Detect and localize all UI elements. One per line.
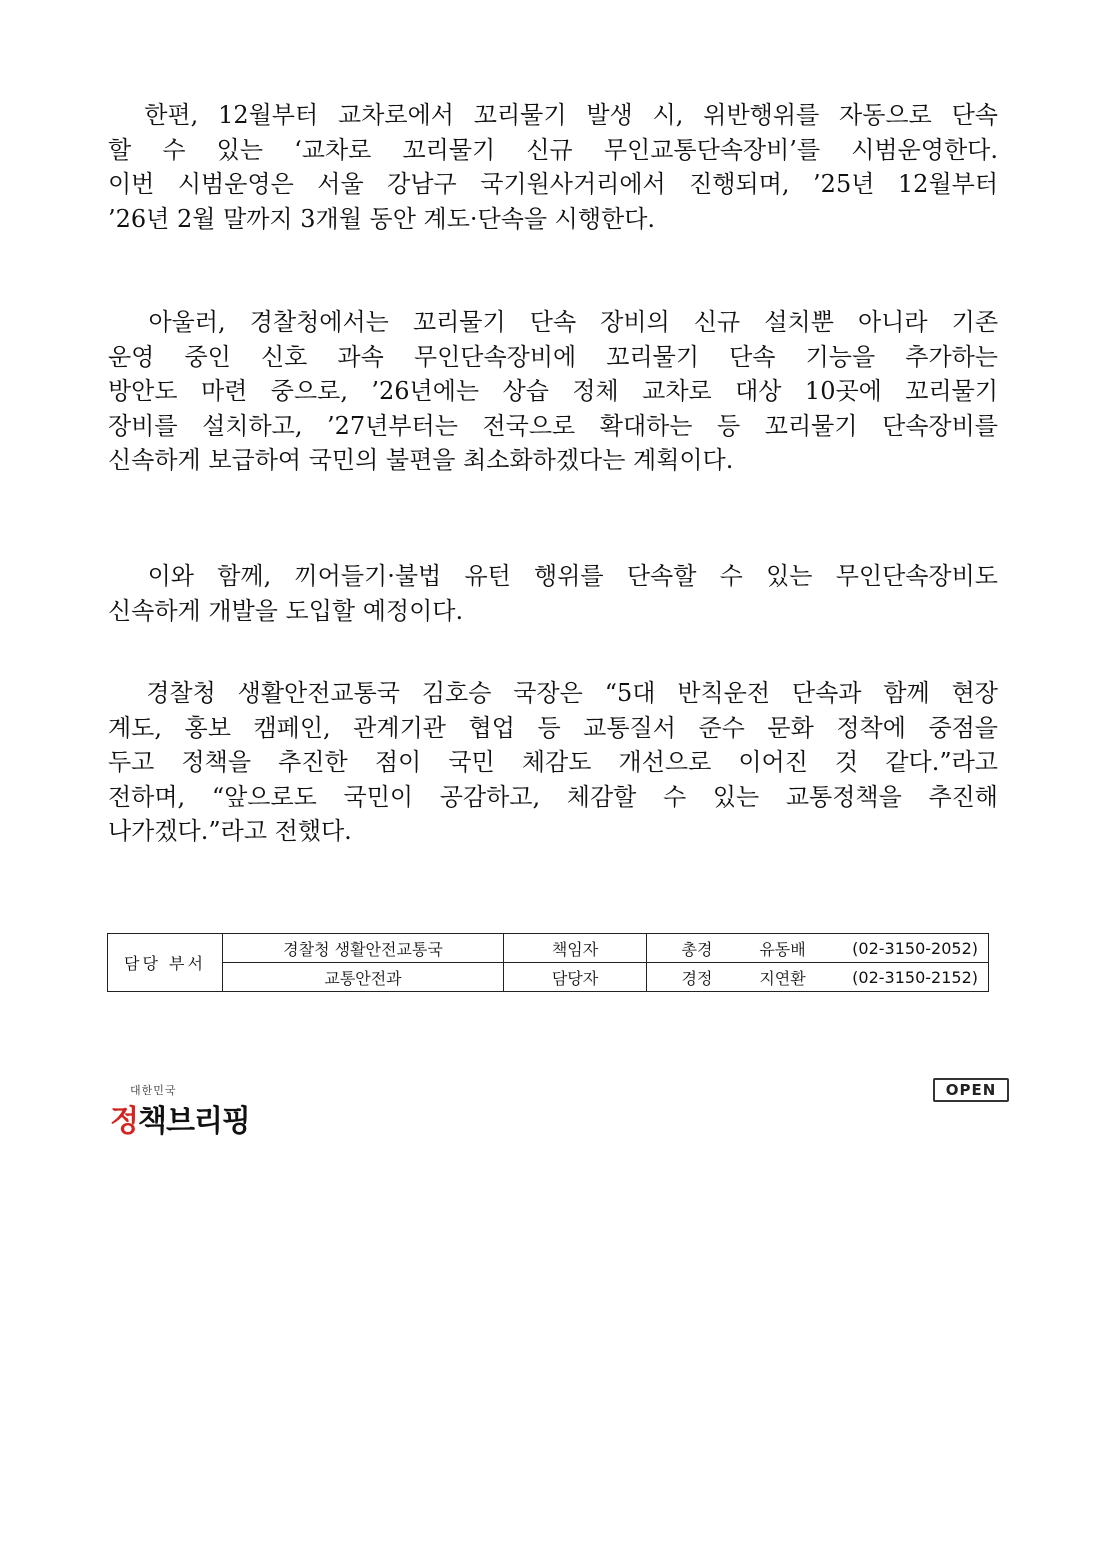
table-row (108, 963, 989, 992)
open-label: OPEN (933, 1078, 1009, 1102)
paragraph-line: 이번 시범운영은 서울 강남구 국기원사거리에서 진행되며, ’25년 12월부터 (108, 170, 998, 198)
name-text: 유동배 (759, 939, 806, 959)
open-license-badge (933, 1078, 1007, 1108)
paragraph-line: 전하며, “앞으로도 국민이 공감하고, 체감할 수 있는 교통정책을 추진해 (108, 782, 998, 811)
paragraph-line: 신속하게 개발을 도입할 예정이다. (108, 596, 464, 625)
logo-accent-text: 정 (110, 1104, 138, 1139)
phone-text: (02-3150-2052) (852, 938, 978, 958)
person-cell (647, 934, 989, 963)
paragraph-line: 한편, 12월부터 교차로에서 꼬리물기 발생 시, 위반행위를 자동으로 단속 (108, 101, 998, 129)
logo-main-text (110, 1096, 250, 1140)
contact-table (107, 933, 989, 992)
paragraph-line: 두고 정책을 추진한 점이 국민 체감도 개선으로 이어진 것 같다.”라고 (108, 748, 998, 776)
dept-label-cell: 담당 부서 (108, 934, 223, 992)
paragraph-line: 아울러, 경찰청에서는 꼬리물기 단속 장비의 신규 설치뿐 아니라 기존 (108, 308, 998, 336)
org-line-1-cell: 경찰청 생활안전교통국 (223, 934, 504, 963)
paragraph-line: 나가겠다.”라고 전했다. (108, 817, 352, 845)
paragraph-line: 신속하게 보급하여 국민의 불편을 최소화하겠다는 계획이다. (108, 446, 734, 474)
paragraph-line: 운영 중인 신호 과속 무인단속장비에 꼬리물기 단속 기능을 추가하는 (108, 342, 998, 371)
paragraph-2 (108, 305, 998, 478)
policy-briefing-logo (108, 1082, 278, 1142)
phone-text: (02-3150-2152) (852, 967, 978, 987)
open-sub-mark (933, 1101, 1009, 1106)
paragraph-line: ’26년 2월 말까지 3개월 동안 계도·단속을 시행한다. (108, 204, 656, 233)
rank-text: 총경 (681, 939, 713, 959)
paragraph-line: 장비를 설치하고, ’27년부터는 전국으로 확대하는 등 꼬리물기 단속장비를 (108, 411, 998, 440)
logo-rest-text: 책브리핑 (137, 1104, 250, 1139)
paragraph-line: 이와 함께, 끼어들기·불법 유턴 행위를 단속할 수 있는 무인단속장비도 (108, 562, 998, 590)
person-cell (647, 963, 989, 992)
paragraph-line: 방안도 마련 중으로, ’26년에는 상습 정체 교차로 대상 10곳에 꼬리물기 (108, 377, 998, 405)
role-cell: 책임자 (504, 934, 647, 963)
paragraph-line: 할 수 있는 ‘교차로 꼬리물기 신규 무인교통단속장비’를 시범운영한다. (108, 135, 998, 164)
paragraph-1 (108, 98, 998, 236)
org-line-2-cell: 교통안전과 (223, 963, 504, 992)
paragraph-4 (108, 676, 998, 849)
name-text: 지연환 (759, 968, 806, 988)
role-cell: 담당자 (504, 963, 647, 992)
table-row (108, 934, 989, 963)
paragraph-line: 계도, 홍보 캠페인, 관계기관 협업 등 교통질서 준수 문화 정착에 중점을 (108, 713, 998, 742)
logo-small-text: 대한민국 (130, 1084, 177, 1097)
paragraph-3 (108, 559, 998, 628)
rank-text: 경정 (681, 968, 713, 988)
paragraph-line: 경찰청 생활안전교통국 김호승 국장은 “5대 반칙운전 단속과 함께 현장 (108, 679, 998, 707)
